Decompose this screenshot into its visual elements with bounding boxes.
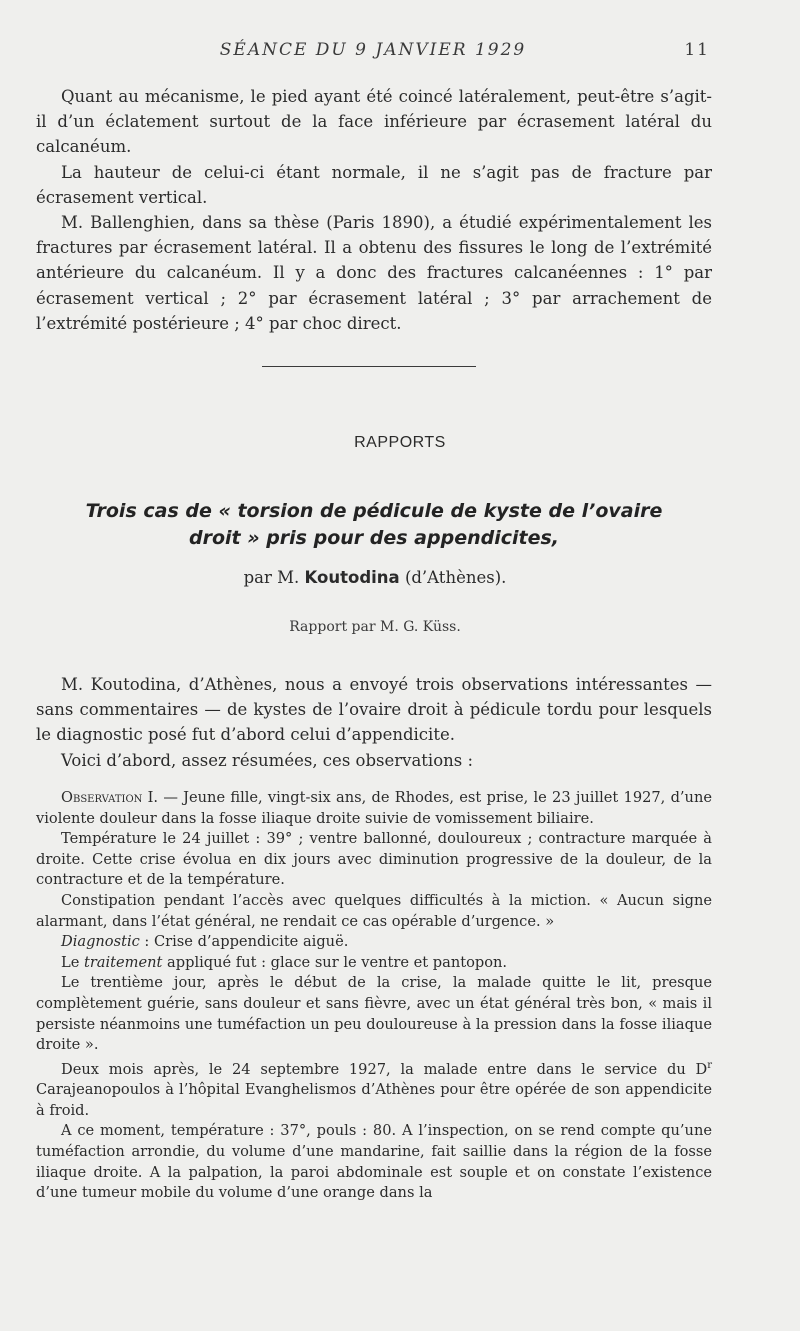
intro-paragraph-2: La hauteur de celui-ci étant normale, il ne s’agit pas de fracture par écrasement vertical. xyxy=(36,162,712,207)
diagnosis-label: Diagnostic xyxy=(61,933,140,951)
diagnosis-text: : Crise d’appendicite aiguë. xyxy=(139,933,349,951)
observation-treatment xyxy=(36,953,712,974)
intro-text xyxy=(36,84,712,336)
byline-prefix: par M. xyxy=(243,568,300,587)
observation-1 xyxy=(36,788,712,1204)
body-text xyxy=(36,672,712,773)
author-name: Koutodina xyxy=(304,568,400,587)
observation-paragraph-2: Température le 24 juillet : 39° ; ventre ballonné, douloureux ; contracture marquée à droite. Cette crise évolua en dix jours avec diminution progressive de la douleur, de la contracture et de la température. xyxy=(36,830,712,889)
running-title: SÉANCE DU 9 JANVIER 1929 xyxy=(219,40,527,60)
observation-text-1: — Jeune fille, vingt-six ans, de Rhodes, est prise, le 23 juillet 1927, d’une violente douleur dans la fosse iliaque droite suivie de vomissement biliaire. xyxy=(36,789,712,827)
article-title-line-1: Trois cas de « torsion de pédicule de kyste de l’ovaire xyxy=(85,500,663,522)
page-number: 11 xyxy=(684,40,710,60)
observation-paragraph-3: Constipation pendant l’accès avec quelques difficultés à la miction. « Aucun signe alarmant, dans l’état général, ne rendait ce cas opérable d’urgence. » xyxy=(36,891,712,930)
intro-paragraph-1: Quant au mécanisme, le pied ayant été coincé latéralement, peut-être s’agit-il d’un éclatement surtout de la face inférieure par écrasement latéral du calcanéum. xyxy=(36,87,712,157)
observation-paragraph-4: Le trentième jour, après le début de la crise, la malade quitte le lit, presque complètement guérie, sans douleur et sans fièvre, avec un état général très bon, « mais il persiste néanmoins une tuméfaction un peu douloureuse à la pression dans la fosse iliaque droite ». xyxy=(36,974,712,1054)
report-line xyxy=(0,619,750,635)
running-header xyxy=(36,40,710,64)
author-origin: (d’Athènes). xyxy=(404,568,507,587)
observation-paragraph-6: A ce moment, température : 37°, pouls : 80. A l’inspection, on se rend compte qu’une tuméfaction arrondie, du volume d’une mandarine, fait saillie dans la région de la fosse iliaque droite. A la palpation, la paroi abdominale est souple et on constate l’existence d’une tumeur mobile du volume d’une orange dans la xyxy=(36,1122,712,1202)
observation-label: Observation I. xyxy=(61,789,159,806)
reporter-name: M. G. Küss. xyxy=(379,619,461,635)
body-paragraph-2: Voici d’abord, assez résumées, ces observations : xyxy=(61,750,474,770)
article-title-line-2: droit » pris pour des appendicites, xyxy=(189,527,559,549)
intro-paragraph-3: M. Ballenghien, dans sa thèse (Paris 1890), a étudié expérimentalement les fractures par écrasement latéral. Il a obtenu des fissures le long de l’extrémité antérieure du calcanéum. Il y a donc des fractures calcanéennes : 1° par écrasement vertical ; 2° par écrasement latéral ; 3° par arrachement de l’extrémité postérieure ; 4° par choc direct. xyxy=(36,213,712,333)
observation-text-5b: Carajeanopoulos à l’hôpital Evanghelismos d’Athènes pour être opérée de son appendicite à froid. xyxy=(36,1081,712,1119)
observation-paragraph-1 xyxy=(36,788,712,829)
body-paragraph-1: M. Koutodina, d’Athènes, nous a envoyé trois observations intéressantes — sans commentaires — de kystes de l’ovaire droit à pédicule tordu pour lesquels le diagnostic posé fut d’abord celui d’appendicite. xyxy=(36,675,712,745)
article-title xyxy=(36,498,712,552)
observation-text-5a: Deux mois après, le 24 septembre 1927, la malade entre dans le service du D xyxy=(61,1060,708,1078)
observation-paragraph-5 xyxy=(36,1056,712,1122)
treatment-label: traitement xyxy=(83,953,163,971)
treatment-text: appliqué fut : glace sur le ventre et pantopon. xyxy=(162,953,508,971)
report-prefix: Rapport par xyxy=(289,619,376,635)
byline xyxy=(0,568,750,587)
treatment-prefix: Le xyxy=(61,953,84,971)
doctor-superscript: r xyxy=(707,1059,712,1071)
section-divider xyxy=(262,366,476,367)
section-heading: RAPPORTS xyxy=(354,434,446,451)
observation-diagnosis xyxy=(36,932,712,953)
